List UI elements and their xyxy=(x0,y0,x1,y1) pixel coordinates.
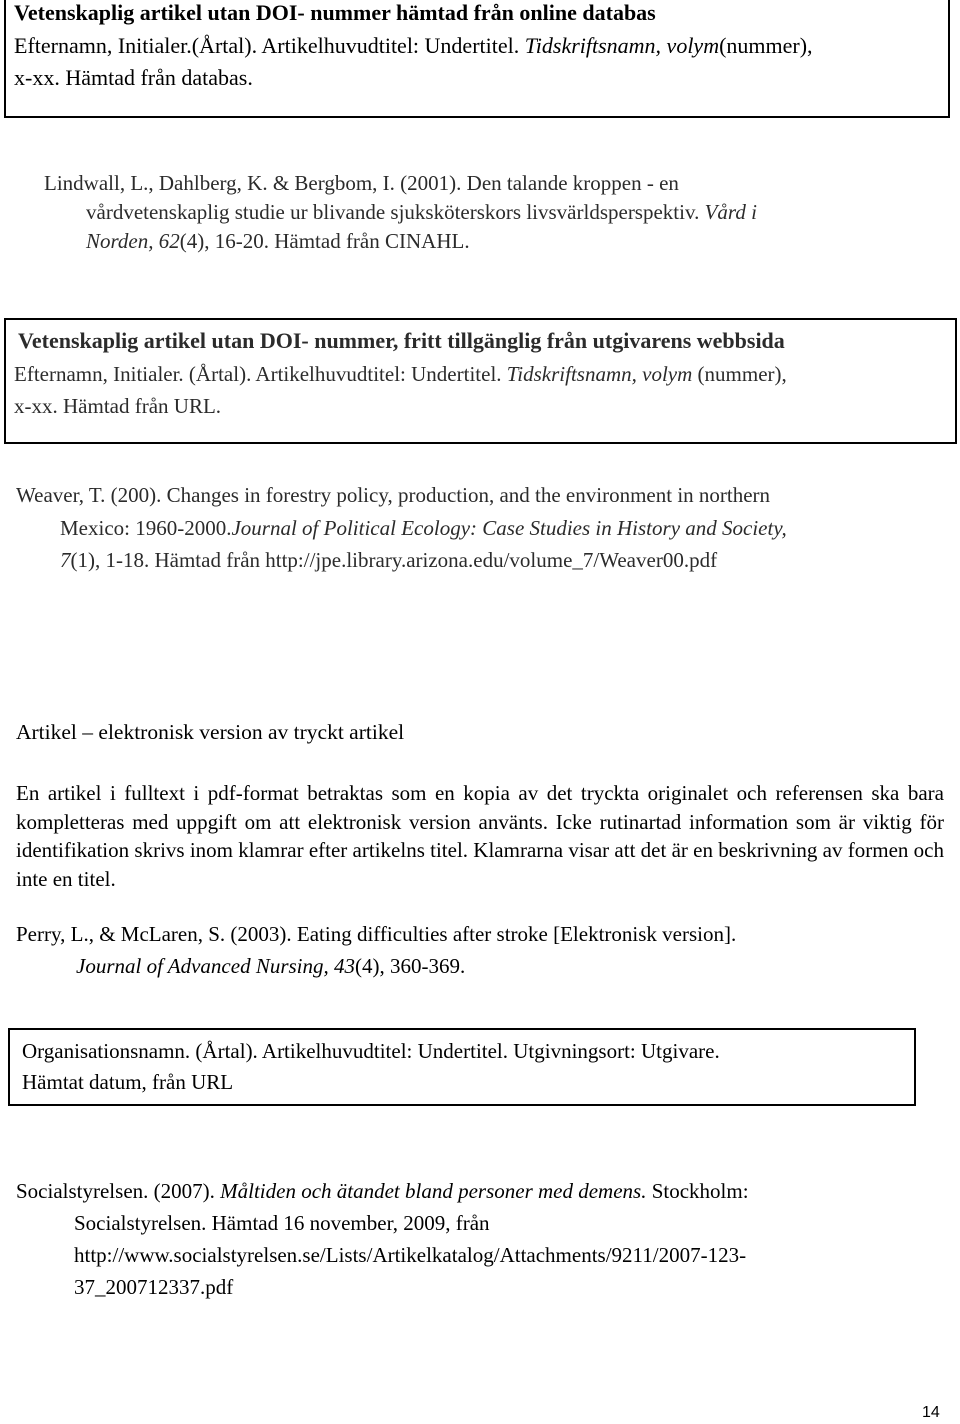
reference-line: Socialstyrelsen. Hämtad 16 november, 2009, från xyxy=(74,1211,490,1235)
reference-line: Weaver, T. (200). Changes in forestry policy, production, and the environment in northern xyxy=(16,483,771,507)
reference-line: Lindwall, L., Dahlberg, K. & Bergbom, I. (2001). Den talande kroppen - en xyxy=(44,171,679,195)
template-line: Efternamn, Initialer. (Årtal). Artikelhuvudtitel: Undertitel. Tidskriftsnamn, volym (nummer), xyxy=(14,362,787,386)
reference-line: Socialstyrelsen. (2007). Måltiden och ätandet bland personer med demens. Stockholm: xyxy=(16,1179,749,1203)
template-line: Organisationsnamn. (Årtal). Artikelhuvudtitel: Undertitel. Utgivningsort: Utgivare. xyxy=(22,1039,720,1063)
reference-line: 37_200712337.pdf xyxy=(74,1275,234,1299)
page-number: 14 xyxy=(922,1404,940,1421)
reference-line: vårdvetenskaplig studie ur blivande sjuksköterskors livsvärldsperspektiv. Vård i xyxy=(86,200,757,224)
box-title-database: Vetenskaplig artikel utan DOI- nummer hämtad från online databas xyxy=(14,0,656,25)
template-line: x-xx. Hämtad från databas. xyxy=(14,65,253,90)
template-line: x-xx. Hämtad från URL. xyxy=(14,394,222,418)
box-title-webbsida: Vetenskaplig artikel utan DOI- nummer, fritt tillgänglig från utgivarens webbsida xyxy=(18,328,785,353)
reference-line: Journal of Advanced Nursing, 43(4), 360-369. xyxy=(76,954,466,978)
reference-line: Norden, 62(4), 16-20. Hämtad från CINAHL. xyxy=(86,229,470,253)
reference-line: Mexico: 1960-2000.Journal of Political Ecology: Case Studies in History and Society, xyxy=(60,516,787,540)
reference-line: 7(1), 1-18. Hämtad från http://jpe.library.arizona.edu/volume_7/Weaver00.pdf xyxy=(60,548,718,572)
reference-line: Perry, L., & McLaren, S. (2003). Eating difficulties after stroke [Elektronisk version]. xyxy=(16,922,737,946)
section-heading: Artikel – elektronisk version av tryckt artikel xyxy=(16,720,405,744)
reference-line: http://www.socialstyrelsen.se/Lists/Artikelkatalog/Attachments/9211/2007-123- xyxy=(74,1243,747,1267)
template-line: Hämtat datum, från URL xyxy=(22,1070,234,1094)
section-paragraph: En artikel i fulltext i pdf-format betraktas som en kopia av det tryckta originalet och referensen ska bara kompletteras med uppgift om att elektronisk version använts. Icke rutinartad information som är viktig för identifikation skrivs inom klamrar efter artikelns titel. Klamrarna visar att det är en beskrivning av formen och inte en titel. xyxy=(16,781,944,891)
template-line: Efternamn, Initialer.(Årtal). Artikelhuvudtitel: Undertitel. Tidskriftsnamn, volym(nummer), xyxy=(14,33,813,58)
